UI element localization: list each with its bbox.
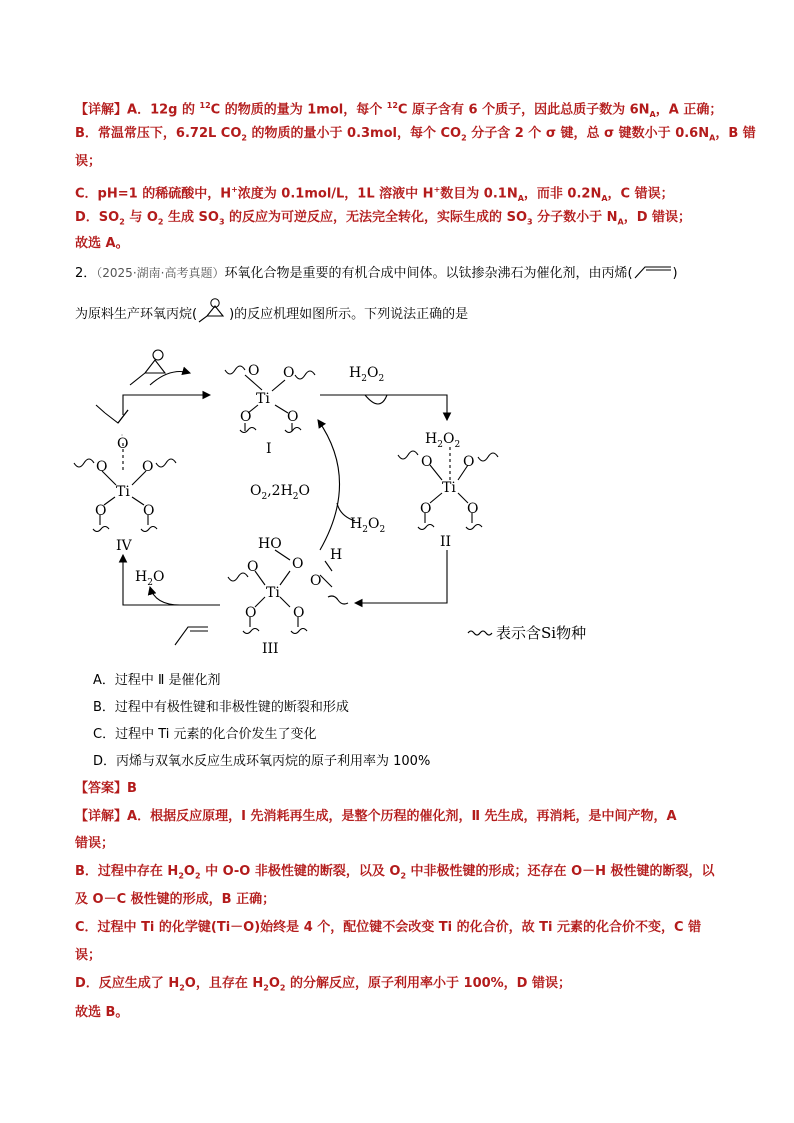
epoxide-product-icon — [130, 350, 165, 385]
detail2-conclusion: 故选 B。 — [75, 1005, 129, 1020]
legend-text: 表示含Si物种 — [496, 624, 587, 642]
answer-value: B — [127, 781, 137, 796]
question2-stem-line1: 2．（2025·湖南·高考真题）环氧化合物是重要的有机合成中间体。以钛掺杂沸石为催化剂，由丙烯( ) — [75, 266, 678, 281]
question-number: 2． — [75, 266, 97, 281]
option-b: B．过程中有极性键和非极性键的断裂和形成 — [93, 700, 349, 715]
ti-label-III: Ti — [266, 585, 280, 601]
question2-stem-line2: 为原料生产环氧丙烷( )的反应机理如图所示。下列说法正确的是 — [75, 298, 468, 324]
detail2-line-b-cont: 及 O－C 极性键的形成，B 正确； — [75, 892, 276, 907]
propene-structure-icon — [633, 264, 673, 280]
svg-text:O: O — [467, 501, 479, 517]
detail2-line-c: C．过程中 Ti 的化学键(Ti－O)始终是 4 个，配位键不会改变 Ti 的化合价，故 Ti 元素的化合价不变，C 错 — [75, 920, 702, 935]
svg-text:O: O — [245, 605, 257, 621]
svg-text:O: O — [96, 459, 108, 475]
detail1-line-d: D．$SO_2$ 与 $O_2$ 生成 $SO_3$ 的反应为可逆反应，无法完全转化，实际生成的 $SO_3$ 分子数小于 $N_A$，D 错误； — [75, 210, 692, 227]
svg-text:O: O — [143, 503, 155, 519]
detail2-line-d: D．反应生成了 $H_2O$，且存在 $H_2O_2$ 的分解反应，原子利用率小于 100%，D 错误； — [75, 976, 571, 993]
option-a: A．过程中 Ⅱ 是催化剂 — [93, 673, 221, 688]
ti-label-IV: Ti — [116, 484, 130, 500]
svg-text:O: O — [95, 503, 107, 519]
svg-text:O: O — [463, 454, 475, 470]
svg-text:O: O — [247, 559, 259, 575]
label-III: III — [262, 641, 279, 657]
h2o2-on-II: $H_2O_2$ — [425, 431, 461, 450]
detail1-label: 【详解】 — [75, 102, 128, 118]
svg-text:O: O — [420, 501, 432, 517]
label-II: II — [440, 534, 452, 550]
detail2-label: 【详解】 — [75, 809, 128, 824]
svg-text:O: O — [117, 436, 129, 452]
ho-label: HO — [258, 536, 282, 552]
h2o-label: $H_2O$ — [135, 569, 165, 588]
reaction-mechanism-diagram — [0, 335, 794, 665]
detail1-line-b: B．常温常压下，6.72L $CO_2$ 的物质的量小于 0.3mol，每个 $CO_2$ 分子含 2 个 σ 键，总 σ 键数小于 $0.6N_A$，B 错 — [75, 126, 756, 143]
question-source: （2025·湖南·高考真题） — [96, 266, 225, 280]
ti-label-II: Ti — [442, 480, 456, 496]
svg-text:O: O — [421, 454, 433, 470]
h2o2-label-mid: $H_2O_2$ — [350, 516, 386, 535]
svg-text:O: O — [293, 605, 305, 621]
detail2-line-a: 【详解】A．根据反应原理，Ⅰ 先消耗再生成，是整个历程的催化剂，Ⅱ 先生成，再消耗，是中间产物，A — [75, 809, 677, 824]
structure-I-bonds — [225, 366, 315, 433]
structure-IV-bonds — [74, 405, 176, 532]
svg-text:O: O — [283, 365, 295, 381]
epoxypropane-structure-icon — [197, 298, 229, 324]
detail2-line-b: B．过程中存在 $H_2O_2$ 中 O-O 非极性键的断裂，以及 $O_2$ 中非极性键的形成；还存在 O－H 极性键的断裂，以 — [75, 864, 715, 881]
svg-text:O: O — [248, 363, 260, 379]
label-IV: IV — [116, 538, 132, 554]
svg-text:O: O — [310, 573, 322, 589]
detail1-line-a: 【详解】A．12g 的 $^{12}$C 的物质的量为 1mol，每个 $^{12}$C 原子含有 6 个质子，因此总质子数为 $6N_A$，A 正确； — [75, 101, 723, 119]
answer-line — [75, 780, 137, 798]
svg-text:O: O — [287, 409, 299, 425]
answer-label: 【答案】 — [75, 781, 128, 796]
propene-reactant-icon — [175, 627, 208, 645]
svg-text:O: O — [240, 409, 252, 425]
option-d: D．丙烯与双氧水反应生成环氧丙烷的原子利用率为 100% — [93, 754, 431, 769]
legend-wave-icon — [468, 631, 492, 635]
detail2-line-a-cont: 错误； — [75, 836, 115, 851]
detail1-line-c: C．pH=1 的稀硫酸中，H+浓度为 0.1mol/L，1L 溶液中 H+数目为 $0.1N_A$，而非 $0.2N_A$，C 错误； — [75, 185, 674, 203]
byproduct-label: $O_2,2H_2O$ — [250, 483, 311, 502]
detail1-line-b-cont: 误； — [75, 154, 102, 169]
label-I: I — [266, 441, 272, 457]
h-label: H — [330, 547, 343, 563]
h2o2-label-top: $H_2O_2$ — [349, 365, 385, 384]
ti-label-I: Ti — [256, 391, 270, 407]
option-c: C．过程中 Ti 元素的化合价发生了变化 — [93, 727, 317, 742]
svg-text:O: O — [142, 459, 154, 475]
detail1-conclusion: 故选 A。 — [75, 236, 129, 251]
svg-text:O: O — [292, 556, 304, 572]
detail2-line-c-cont: 误； — [75, 948, 102, 963]
